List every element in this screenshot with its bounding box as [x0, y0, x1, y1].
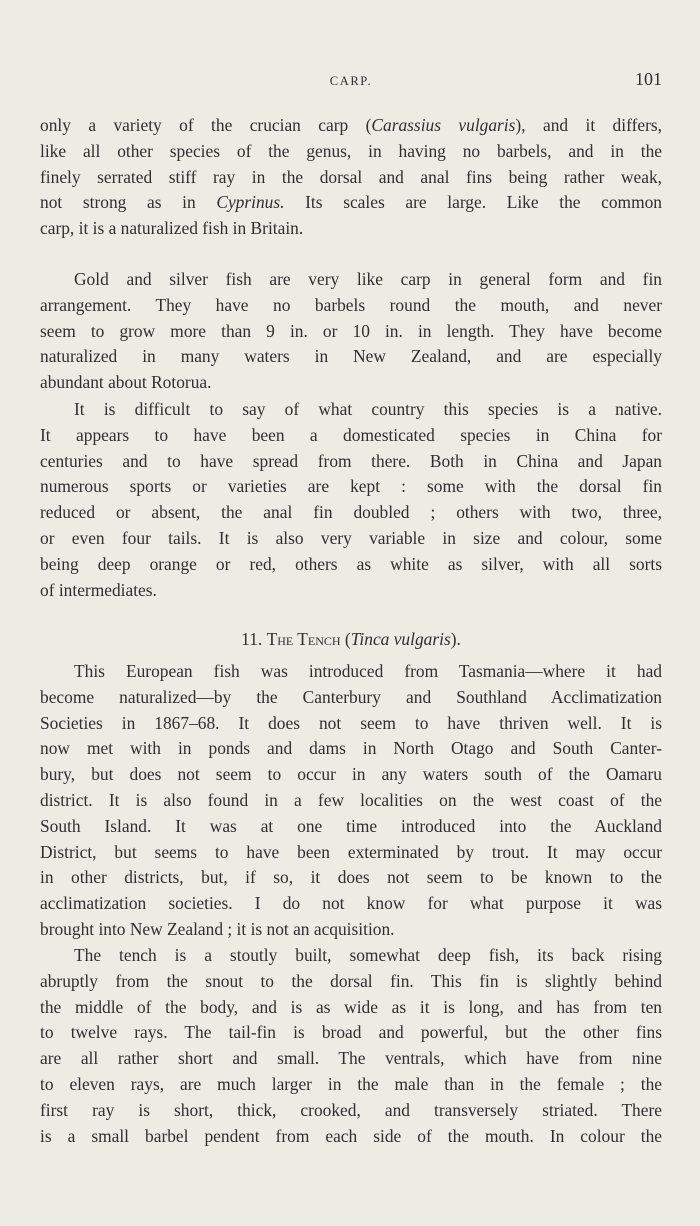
- text-line: district. It is also found in a few localities on the west coast of the: [40, 789, 662, 810]
- text-line: Societies in 1867–68. It does not seem to have thriven well. It is: [40, 712, 662, 733]
- text-line: It appears to have been a domesticated species in China for: [40, 424, 662, 445]
- paragraph-gold-silver: [40, 267, 662, 396]
- text-line: seem to grow more than 9 in. or 10 in. in length. They have become: [40, 320, 662, 341]
- text-line: The tench is a stoutly built, somewhat deep fish, its back rising: [74, 945, 662, 965]
- text-line: the middle of the body, and is as wide as it is long, and has from ten: [40, 996, 662, 1017]
- page-header: [40, 69, 662, 93]
- text-line: first ray is short, thick, crooked, and transversely striated. There: [40, 1099, 662, 1120]
- running-title: CARP.: [329, 74, 373, 88]
- text-line: It is difficult to say of what country this species is a native.: [74, 399, 662, 419]
- paragraph-tench-intro: [40, 659, 662, 943]
- text-line: naturalized in many waters in New Zealand, and are especially: [40, 346, 662, 367]
- text-line: now met with in ponds and dams in North Otago and South Canter-: [40, 738, 662, 759]
- text-line: being deep orange or red, others as white as silver, with all sorts: [40, 553, 662, 574]
- text-line: centuries and to have spread from there. Both in China and Japan: [40, 450, 662, 471]
- text-line: in other districts, but, if so, it does not seem to be known to the: [40, 867, 662, 888]
- text-line: arrangement. They have no barbels round the mouth, and never: [40, 294, 662, 315]
- paragraph-carassius: [40, 113, 662, 242]
- text-line: only a variety of the crucian carp (Carassius vulgaris), and it differs,: [40, 115, 662, 135]
- text-line: like all other species of the genus, in having no barbels, and in the: [40, 140, 662, 161]
- text-line: abruptly from the snout to the dorsal fin. This fin is slightly behind: [40, 970, 662, 991]
- text-line: become naturalized—by the Canterbury and Southland Acclimatization: [40, 686, 662, 707]
- text-line: is a small barbel pendent from each side of the mouth. In colour the: [40, 1125, 662, 1146]
- text-line: This European fish was introduced from Tasmania—where it had: [74, 661, 662, 681]
- text-line: acclimatization societies. I do not know for what purpose it was: [40, 893, 662, 914]
- text-line: of intermediates.: [40, 579, 157, 600]
- text-line: District, but seems to have been exterminated by trout. It may occur: [40, 841, 662, 862]
- text-line: bury, but does not seem to occur in any waters south of the Oamaru: [40, 764, 662, 785]
- text-line: or even four tails. It is also very variable in size and colour, some: [40, 527, 662, 548]
- text-line: reduced or absent, the anal fin doubled ; others with two, three,: [40, 502, 662, 523]
- text-line: not strong as in Cyprinus. Its scales are large. Like the common: [40, 192, 663, 213]
- text-line: numerous sports or varieties are kept : some with the dorsal fin: [40, 476, 662, 497]
- text-line: finely serrated stiff ray in the dorsal and anal fins being rather weak,: [40, 166, 662, 187]
- text-line: to eleven rays, are much larger in the male than in the female ; the: [40, 1073, 662, 1094]
- text-line: are all rather short and small. The ventrals, which have from nine: [40, 1048, 662, 1069]
- text-line: to twelve rays. The tail-fin is broad and powerful, but the other fins: [40, 1022, 662, 1043]
- text-line: brought into New Zealand ; it is not an acquisition.: [40, 918, 395, 939]
- paragraph-origin: [40, 397, 662, 603]
- text-line: carp, it is a naturalized fish in Britain.: [40, 218, 304, 239]
- text-line: South Island. It was at one time introduced into the Auckland: [40, 815, 662, 836]
- paragraph-tench-description: [40, 943, 662, 1149]
- text-line: Gold and silver fish are very like carp in general form and fin: [74, 269, 662, 289]
- page-number: 101: [635, 69, 662, 89]
- text-line: abundant about Rotorua.: [40, 372, 212, 393]
- section-heading: 11. The Tench (Tinca vulgaris).: [241, 629, 461, 649]
